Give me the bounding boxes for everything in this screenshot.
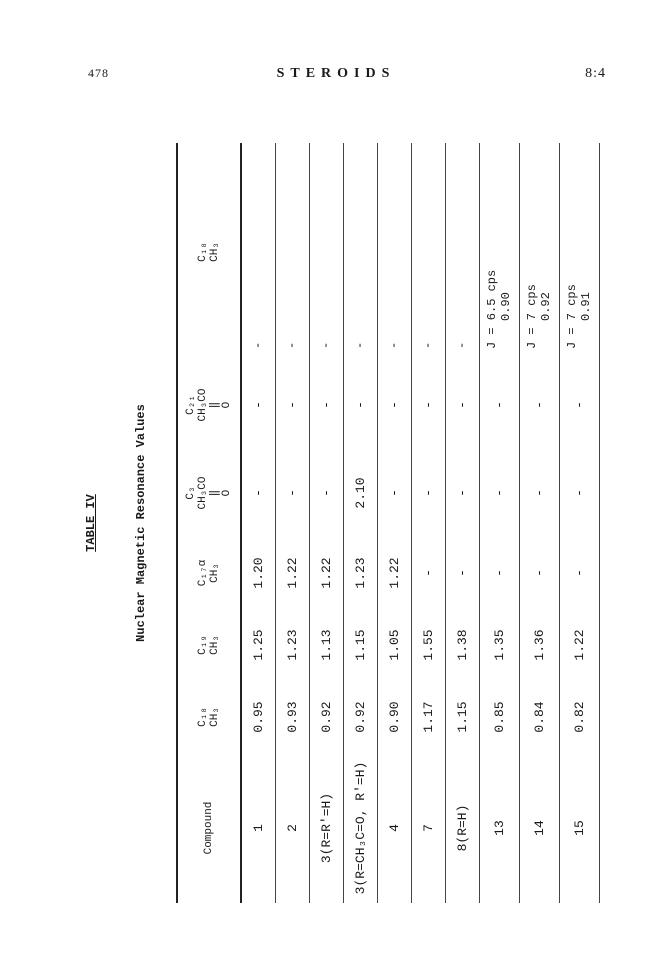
table-row [275, 143, 309, 903]
cell-compound: 8(R=H) [454, 804, 470, 852]
cell-compound: 7 [420, 824, 436, 832]
running-title: STEROIDS [276, 66, 396, 81]
cell-c21: - [454, 401, 470, 409]
cell-compound: 1 [250, 824, 266, 832]
shift-value: 0.90 [499, 292, 513, 321]
col-header-c21: C₂₁ CH₃CO ‖ O [185, 388, 233, 422]
col-header-c18-coupled: C₁₈ CH₃ [197, 242, 221, 262]
cell-c19: 1.25 [250, 629, 266, 661]
cell-c18: 0.84 [531, 701, 547, 733]
cell-c18: 0.82 [571, 701, 587, 733]
cell-c3: - [491, 489, 507, 497]
col-header-c17a: C₁₇α CH₃ [197, 559, 221, 587]
cell-c3: 2.10 [352, 477, 368, 509]
cell-c21: - [571, 401, 587, 409]
cell-c21: - [531, 401, 547, 409]
cell-c17a: 1.23 [352, 557, 368, 589]
cell-c18-coupled [519, 143, 559, 361]
cell-c17a: - [491, 569, 507, 577]
cell-c18-coupled [479, 143, 519, 361]
cell-c18-coupled [559, 143, 599, 361]
coupling-constant: J = 7 cps [525, 284, 539, 349]
col-header-c3: C₃ CH₃CO ‖ O [185, 476, 233, 510]
page-number: 478 [88, 66, 109, 80]
table-row [559, 143, 599, 903]
cell-c19: 1.13 [318, 629, 334, 661]
coupling-constant: J = 6.5 cps [485, 269, 499, 349]
col-header-compound: Compound [203, 801, 215, 855]
cell-c18: 0.95 [250, 701, 266, 733]
cell-c18: 1.15 [454, 701, 470, 733]
cell-c19: 1.15 [352, 629, 368, 661]
cell-c3: - [454, 489, 470, 497]
table-row [479, 143, 519, 903]
nmr-table [176, 143, 600, 903]
cell-c19: 1.55 [420, 629, 436, 661]
table-row [309, 143, 343, 903]
cell-c18-coupled: - [353, 341, 367, 349]
cell-c18-coupled: - [455, 341, 469, 349]
cell-c17a: 1.20 [250, 557, 266, 589]
cell-c17a: 1.22 [318, 557, 334, 589]
cell-c21: - [250, 401, 266, 409]
table-row [445, 143, 479, 903]
cell-c18: 1.17 [420, 701, 436, 733]
cell-c3: - [571, 489, 587, 497]
col-header-c18: C₁₈ CH₃ [197, 707, 221, 727]
shift-value: 0.91 [579, 292, 593, 321]
cell-c17a: - [531, 569, 547, 577]
cell-c19: 1.35 [491, 629, 507, 661]
cell-c19: 1.23 [284, 629, 300, 661]
cell-compound: 3(R=R'=H) [318, 792, 334, 864]
cell-c18-coupled: - [387, 341, 401, 349]
cell-c17a: 1.22 [284, 557, 300, 589]
table-row [241, 143, 275, 903]
table-row [411, 143, 445, 903]
cell-c19: 1.36 [531, 629, 547, 661]
table-title: Nuclear Magnetic Resonance Values [134, 404, 148, 642]
cell-c19: 1.38 [454, 629, 470, 661]
cell-c21: - [420, 401, 436, 409]
cell-c21: - [491, 401, 507, 409]
rotated-table-block [84, 143, 624, 903]
cell-compound: 14 [531, 820, 547, 836]
cell-c18-coupled: - [251, 341, 266, 349]
cell-c17a: 1.22 [386, 557, 402, 589]
cell-compound: 15 [571, 820, 587, 836]
col-header-c19: C₁₉ CH₃ [197, 635, 221, 655]
table-row [519, 143, 559, 903]
shift-value: 0.92 [539, 292, 553, 321]
cell-c19: 1.05 [386, 629, 402, 661]
cell-c18-coupled: - [319, 341, 333, 349]
cell-c3: - [531, 489, 547, 497]
cell-c18: 0.93 [284, 701, 300, 733]
cell-c19: 1.22 [571, 629, 587, 661]
cell-c21: - [318, 401, 334, 409]
cell-c17a: - [571, 569, 587, 577]
cell-c18: 0.90 [386, 701, 402, 733]
coupling-constant: J = 7 cps [565, 284, 579, 349]
cell-compound: 3(R=CH₃C=O, R'=H) [352, 761, 368, 895]
cell-c17a: - [454, 569, 470, 577]
table-row [377, 143, 411, 903]
table-header-row [177, 143, 241, 903]
cell-c17a: - [420, 569, 436, 577]
cell-compound: 13 [491, 820, 507, 836]
cell-c18: 0.85 [491, 701, 507, 733]
cell-compound: 2 [284, 824, 300, 832]
cell-c18: 0.92 [352, 701, 368, 733]
cell-c18-coupled: - [285, 341, 299, 349]
table-body [241, 143, 599, 903]
cell-c3: - [250, 489, 266, 497]
cell-c3: - [318, 489, 334, 497]
cell-c21: - [386, 401, 402, 409]
cell-c3: - [284, 489, 300, 497]
cell-c18: 0.92 [318, 701, 334, 733]
cell-compound: 4 [386, 824, 402, 832]
section-number: 8:4 [585, 66, 606, 81]
cell-c21: - [284, 401, 300, 409]
cell-c18-coupled: - [421, 341, 435, 349]
cell-c21: - [352, 401, 368, 409]
table-label: TABLE IV [84, 494, 98, 552]
cell-c3: - [386, 489, 402, 497]
cell-c3: - [420, 489, 436, 497]
table-row [343, 143, 377, 903]
